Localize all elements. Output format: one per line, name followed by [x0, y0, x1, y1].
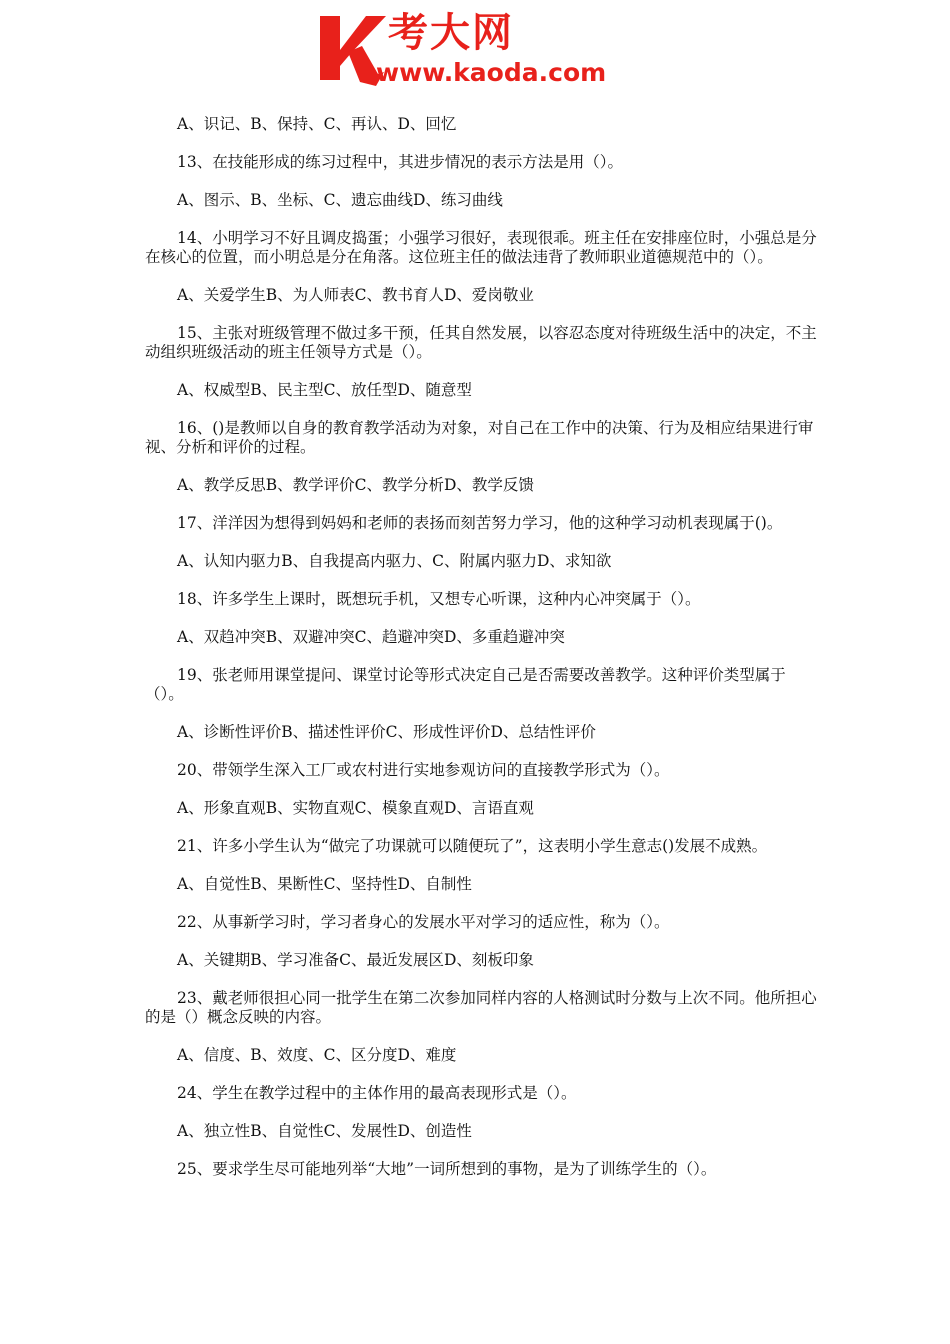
- question-20: 20、带领学生深入工厂或农村进行实地参观访问的直接教学形式为（）。: [177, 761, 670, 779]
- options-19: A、诊断性评价B、描述性评价C、形成性评价D、总结性评价: [177, 723, 596, 741]
- question-16: 16、()是教师以自身的教育教学活动为对象，对自己在工作中的决策、行为及相应结果进行审视、分析和评价的过程。: [145, 419, 814, 456]
- options-18: A、双趋冲突B、双避冲突C、趋避冲突D、多重趋避冲突: [177, 628, 565, 646]
- question-17: 17、洋洋因为想得到妈妈和老师的表扬而刻苦努力学习，他的这种学习动机表现属于()。: [177, 514, 783, 532]
- question-25: 25、要求学生尽可能地列举“大地”一词所想到的事物，是为了训练学生的（）。: [177, 1160, 717, 1178]
- options-16: A、教学反思B、教学评价C、教学分析D、教学反馈: [177, 476, 534, 494]
- site-logo[interactable]: [318, 8, 638, 90]
- question-list: [145, 115, 817, 1198]
- options-13: A、图示、B、坐标、C、遗忘曲线D、练习曲线: [177, 191, 503, 209]
- logo-url-text: www.kaoda.com: [376, 58, 607, 87]
- question-19: 19、张老师用课堂提问、课堂讨论等形式决定自己是否需要改善教学。这种评价类型属于（）。: [145, 666, 786, 703]
- logo-chinese-name: 考大网: [388, 10, 514, 56]
- options-20: A、形象直观B、实物直观C、模象直观D、言语直观: [177, 799, 534, 817]
- question-21: 21、许多小学生认为“做完了功课就可以随便玩了”，这表明小学生意志()发展不成熟。: [177, 837, 768, 855]
- options-17: A、认知内驱力B、自我提高内驱力、C、附属内驱力D、求知欲: [177, 552, 612, 570]
- options-23: A、信度、B、效度、C、区分度D、难度: [177, 1046, 457, 1064]
- question-22: 22、从事新学习时，学习者身心的发展水平对学习的适应性，称为（）。: [177, 913, 670, 931]
- option-line-12: A、识记、B、保持、C、再认、D、回忆: [177, 115, 457, 133]
- question-14: 14、小明学习不好且调皮捣蛋；小强学习很好，表现很乖。班主任在安排座位时，小强总是分在核心的位置，而小明总是分在角落。这位班主任的做法违背了教师职业道德规范中的（）。: [145, 229, 817, 266]
- options-15: A、权威型B、民主型C、放任型D、随意型: [177, 381, 472, 399]
- options-14: A、关爱学生B、为人师表C、教书育人D、爱岗敬业: [177, 286, 534, 304]
- options-21: A、自觉性B、果断性C、坚持性D、自制性: [177, 875, 472, 893]
- question-24: 24、学生在教学过程中的主体作用的最高表现形式是（）。: [177, 1084, 577, 1102]
- options-24: A、独立性B、自觉性C、发展性D、创造性: [177, 1122, 472, 1140]
- question-15: 15、主张对班级管理不做过多干预，任其自然发展，以容忍态度对待班级生活中的决定，不主动组织班级活动的班主任领导方式是（）。: [145, 324, 817, 361]
- options-22: A、关键期B、学习准备C、最近发展区D、刻板印象: [177, 951, 534, 969]
- question-23: 23、戴老师很担心同一批学生在第二次参加同样内容的人格测试时分数与上次不同。他所担心的是（）概念反映的内容。: [145, 989, 817, 1026]
- question-13: 13、在技能形成的练习过程中，其进步情况的表示方法是用（）。: [177, 153, 623, 171]
- question-18: 18、许多学生上课时，既想玩手机，又想专心听课，这种内心冲突属于（）。: [177, 590, 701, 608]
